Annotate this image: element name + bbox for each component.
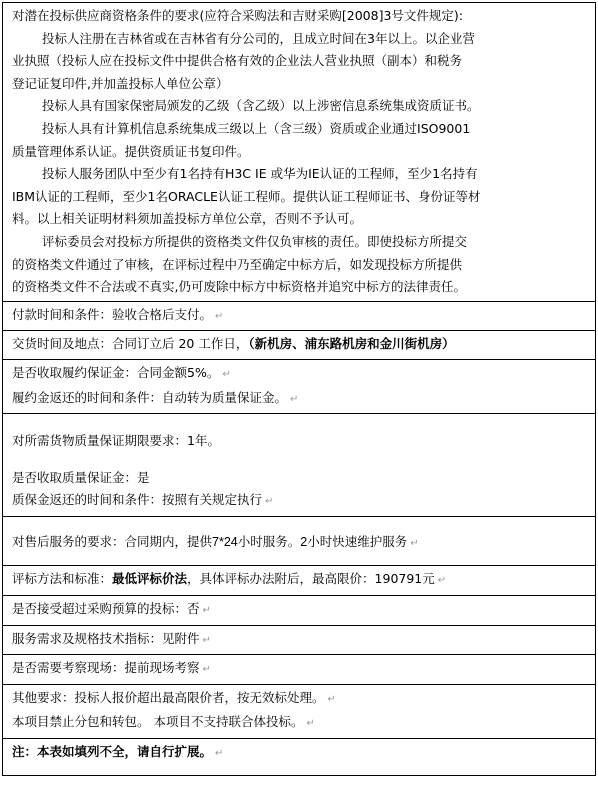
payment-cell [3, 301, 596, 331]
qualification-cell [3, 3, 596, 302]
after-sales-content: 合同期内，提供7*24小时服务。2小时快速维护服务 [124, 534, 408, 549]
site-visit-cell [3, 655, 596, 685]
specs-row [3, 625, 596, 655]
qualification-p4-line1: 投标人服务团队中至少有1名持有H3C IE 或华为IE认证的工程师，至少1名持有 [42, 166, 478, 182]
other-cell [3, 684, 596, 738]
performance-bond-line2: 履约金返还的时间和条件：自动转为质量保证金。 [12, 389, 288, 405]
other-row [3, 684, 596, 738]
paragraph-mark-icon: ↵ [327, 693, 336, 705]
qualification-p1-line3: 登记证复印件,并加盖投标人单位公章） [12, 75, 229, 91]
qualification-p3-line2: 质量管理体系认证。提供资质证书复印件。 [12, 143, 250, 159]
paragraph-mark-icon: ↵ [215, 310, 224, 322]
qualification-row [3, 3, 596, 302]
qualification-p4-line3: 料。以上相关证明材料须加盖投标方单位公章，否则不予认可。 [12, 211, 363, 227]
paragraph-mark-icon: ↵ [202, 634, 211, 646]
qualification-p3-line1: 投标人具有计算机信息系统集成三级以上（含三级）资质或企业通过ISO9001 [42, 120, 471, 136]
delivery-cell [3, 331, 596, 360]
delivery-row [3, 331, 596, 360]
specs-text: 服务需求及规格技术指标：见附件 [12, 630, 200, 646]
qualification-p4-line2: IBM认证的工程师，至少1名ORACLE认证工程师。提供认证工程师证书、身份证等材 [12, 188, 481, 204]
qualification-heading: 对潜在投标供应商资格条件的要求(应符合采购法和吉财采购[2008]3号文件规定): [12, 8, 463, 23]
after-sales-cell [3, 516, 596, 566]
site-visit-text: 是否需要考察现场：提前现场考察 [12, 660, 200, 676]
evaluation-method: 最低评标价法 [112, 571, 188, 587]
performance-bond-row [3, 359, 596, 413]
note-cell [3, 739, 596, 776]
warranty-line3: 质保金返还的时间和条件：按照有关规定执行 [12, 492, 263, 508]
other-line1: 其他要求：投标人报价超出最高限价者，按无效标处理。 [12, 689, 325, 705]
after-sales-row [3, 516, 596, 566]
qualification-p2-line1: 投标人具有国家保密局颁发的乙级（含乙级）以上涉密信息系统集成资质证书。 [42, 98, 480, 114]
qualification-p1-line2: 业执照（投标人应在投标文件中提供合格有效的企业法人营业执照（副本）和税务 [12, 53, 463, 69]
note-text: 注：本表如填列不全，请自行扩展。 [12, 744, 213, 760]
after-sales-label: 对售后服务的要求： [12, 533, 125, 549]
evaluation-cell [3, 566, 596, 596]
delivery-place: （新机房、浦东路机房和金川街机房） [248, 337, 455, 352]
evaluation-rest: ，具体评标办法附后，最高限价：190791元 [187, 571, 435, 587]
specs-cell [3, 625, 596, 655]
over-budget-text: 是否接受超过采购预算的投标：否 [12, 601, 200, 617]
note-row [3, 739, 596, 776]
paragraph-mark-icon: ↵ [202, 605, 211, 617]
paragraph-mark-icon: ↵ [437, 575, 447, 587]
performance-bond-line1: 是否收取履约保证金：合同金额5%。 [12, 364, 220, 380]
warranty-line1: 对所需货物质量保证期限要求：1年。 [12, 433, 220, 449]
paragraph-mark-icon: ↵ [306, 718, 315, 730]
over-budget-row [3, 596, 596, 626]
evaluation-row [3, 566, 596, 596]
delivery-label: 交货时间及地点：合同订立后 20 工作日， [12, 336, 249, 352]
paragraph-mark-icon: ↵ [290, 393, 299, 405]
warranty-cell [3, 414, 596, 517]
evaluation-label: 评标方法和标准： [12, 571, 113, 587]
over-budget-cell [3, 596, 596, 626]
qualification-p1-line1: 投标人注册在吉林省或在吉林省有分公司的，且成立时间在3年以上。以企业营 [42, 30, 475, 46]
requirements-table [2, 2, 596, 776]
qualification-p5-line2: 的资格类文件通过了审核，在评标过程中乃至确定中标方后，如发现投标方所提供 [12, 256, 463, 272]
payment-row [3, 301, 596, 331]
paragraph-mark-icon: ↵ [265, 496, 274, 508]
qualification-p5-line1: 评标委员会对投标方所提供的资格类文件仅负审核的责任。即使投标方所提交 [42, 233, 468, 249]
paragraph-mark-icon: ↵ [202, 664, 211, 676]
paragraph-mark-icon: ↵ [222, 368, 231, 380]
warranty-line2: 是否收取质量保证金：是 [12, 469, 150, 485]
payment-text: 付款时间和条件：验收合格后支付。 [12, 306, 213, 322]
site-visit-row [3, 655, 596, 685]
qualification-p5-line3: 的资格类文件不合法或不真实,仍可废除中标方中标资格并追究中标方的法律责任。 [12, 279, 466, 295]
warranty-row [3, 414, 596, 517]
other-line2: 本项目禁止分包和转包。 本项目不支持联合体投标。 [12, 714, 304, 730]
paragraph-mark-icon: ↵ [215, 748, 224, 760]
paragraph-mark-icon: ↵ [410, 537, 419, 549]
performance-bond-cell [3, 359, 596, 413]
